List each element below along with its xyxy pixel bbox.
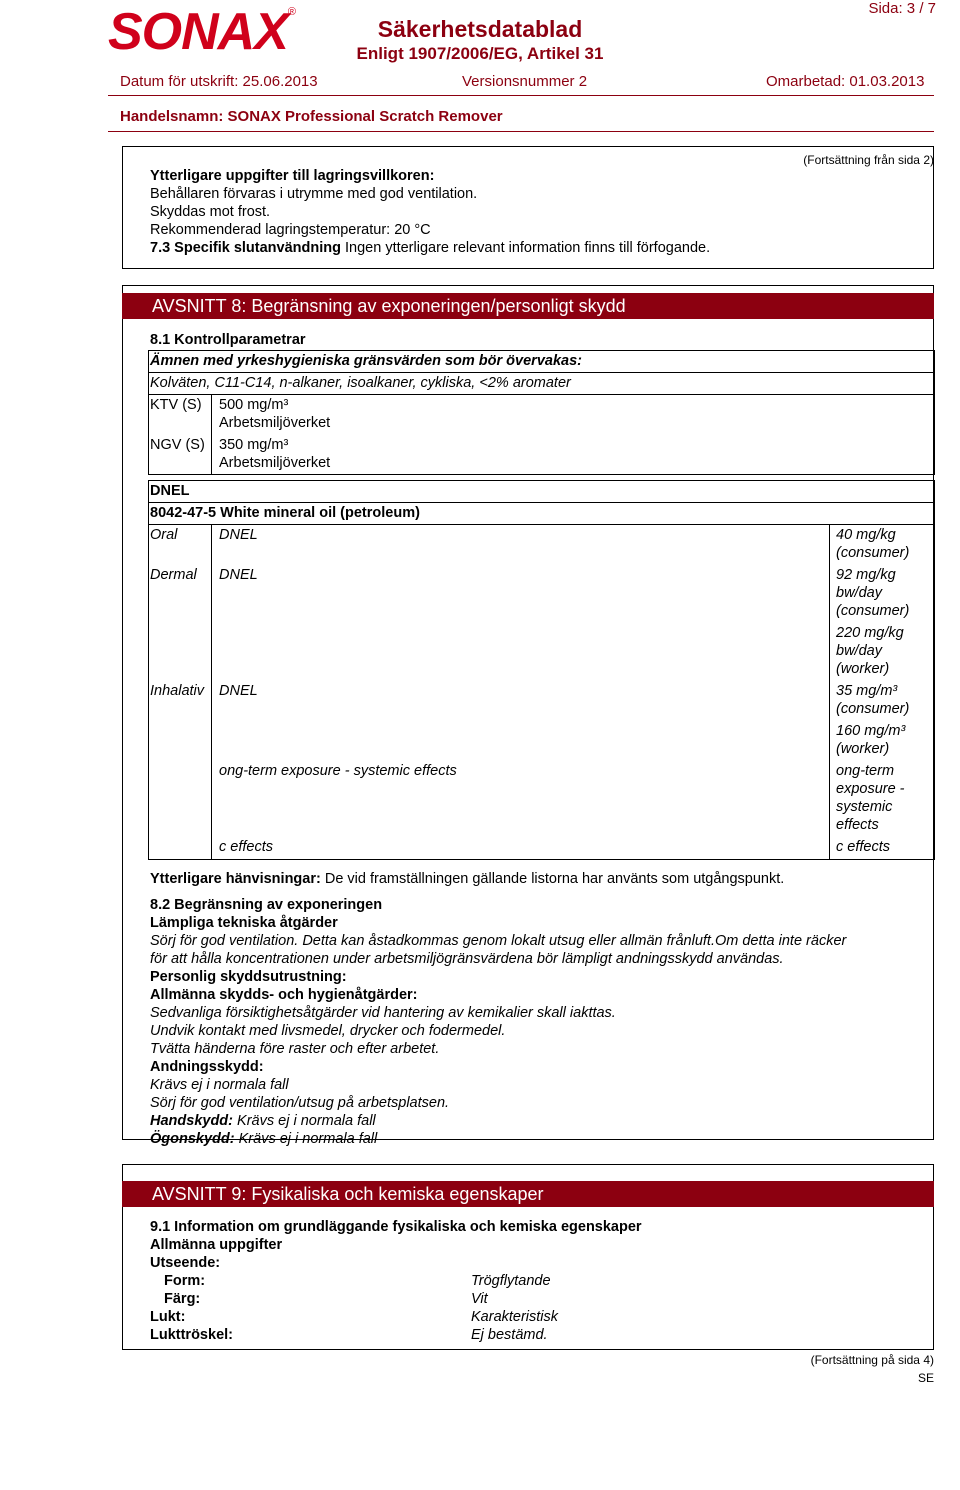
further-references-label: Ytterligare hänvisningar: [150, 871, 321, 887]
hand-protection [150, 1112, 376, 1130]
respiratory-heading: Andningsskydd: [150, 1059, 264, 1075]
appearance-heading: Utseende: [150, 1255, 221, 1271]
document-title: Säkerhetsdatablad [377, 16, 583, 42]
odor-value: Karakteristisk [471, 1309, 559, 1325]
color-label: Färg: [164, 1291, 201, 1307]
document-subtitle: Enligt 1907/2006/EG, Artikel 31 [356, 44, 604, 63]
eye-protection-text: Krävs ej i normala fall [238, 1131, 378, 1147]
version-number: Versionsnummer 2 [462, 73, 588, 90]
form-label: Form: [164, 1273, 206, 1289]
form-value: Trögflytande [471, 1273, 551, 1289]
section-9-title: AVSNITT 9: Fysikaliska och kemiska egenskaper [122, 1181, 934, 1207]
color-value: Vit [471, 1291, 488, 1307]
ngv-source: Arbetsmiljöverket [219, 455, 331, 471]
dnel-value: 220 mg/kg [836, 625, 904, 641]
dnel-value: bw/day [836, 643, 882, 659]
country-code: SE [917, 1371, 934, 1385]
dnel-value: c effects [836, 839, 890, 855]
technical-measures-heading: Lämpliga tekniska åtgärder [150, 915, 338, 931]
header-divider [108, 95, 934, 96]
dnel-value: 92 mg/kg [836, 567, 896, 583]
dnel-type: DNEL [219, 527, 258, 543]
further-references [150, 870, 784, 888]
technical-measures-text: Sörj för god ventilation. Detta kan åstadkommas genom lokalt utsug eller allmän frånluft.Om detta inte räcker [150, 933, 847, 949]
column-divider [211, 524, 212, 860]
storage-heading: Ytterligare uppgifter till lagringsvillkoren: [150, 168, 435, 184]
technical-measures-text: för att hålla koncentrationen under arbetsmiljögränsvärdena bör lämpligt andningsskydd användas. [150, 951, 784, 967]
ngv-value: 350 mg/m³ [219, 437, 289, 453]
dnel-value: effects [836, 817, 879, 833]
hand-protection-text: Krävs ej i normala fall [237, 1113, 376, 1129]
eye-protection [150, 1130, 377, 1148]
dnel-table [148, 502, 935, 860]
registered-mark: ® [287, 6, 297, 18]
column-divider [829, 524, 830, 860]
dnel-route: Dermal [150, 567, 197, 583]
respiratory-text: Krävs ej i normala fall [150, 1077, 289, 1093]
dnel-type: c effects [219, 839, 273, 855]
end-use-label: 7.3 Specifik slutanvändning [150, 240, 341, 256]
substance-name: Kolväten, C11-C14, n-alkaner, isoalkaner, cykliska, <2% aromater [150, 375, 571, 391]
dnel-type: DNEL [219, 567, 258, 583]
ktv-label: KTV (S) [150, 397, 202, 413]
row-divider [148, 394, 935, 395]
dnel-value: (consumer) [836, 545, 910, 561]
limits-heading: Ämnen med yrkeshygieniska gränsvärden som bör övervakas: [150, 353, 582, 369]
control-parameters-heading: 8.1 Kontrollparametrar [150, 332, 306, 348]
hygiene-text: Undvik kontakt med livsmedel, drycker och fodermedel. [150, 1023, 506, 1039]
odor-label: Lukt: [150, 1309, 186, 1325]
general-info-heading: Allmänna uppgifter [150, 1237, 283, 1253]
ngv-label: NGV (S) [150, 437, 205, 453]
dnel-type: ong-term exposure - systemic effects [219, 763, 457, 779]
eye-protection-label: Ögonskydd: [150, 1131, 235, 1147]
row-divider [148, 524, 935, 525]
ktv-value: 500 mg/m³ [219, 397, 289, 413]
dnel-value: systemic [836, 799, 893, 815]
continued-on: (Fortsättning på sida 4) [810, 1353, 934, 1367]
dnel-value: 40 mg/kg [836, 527, 896, 543]
dnel-value: 35 mg/m³ [836, 683, 898, 699]
page-number: Sida: 3 / 7 [868, 0, 936, 17]
hygiene-text: Sedvanliga försiktighetsåtgärder vid hantering av kemikalier skall iakttas. [150, 1005, 616, 1021]
end-use-line [150, 239, 710, 257]
dnel-heading-box [148, 480, 935, 503]
dnel-substance: 8042-47-5 White mineral oil (petroleum) [150, 505, 420, 521]
hygiene-heading: Allmänna skydds- och hygienåtgärder: [150, 987, 418, 1003]
dnel-value: bw/day [836, 585, 882, 601]
ppe-heading: Personlig skyddsutrustning: [150, 969, 347, 985]
dnel-value: (consumer) [836, 701, 910, 717]
dnel-value: 160 mg/m³ [836, 723, 906, 739]
dnel-value: (worker) [836, 661, 890, 677]
odor-threshold-label: Lukttröskel: [150, 1327, 233, 1343]
respiratory-text: Sörj för god ventilation/utsug på arbetsplatsen. [150, 1095, 450, 1111]
dnel-value: exposure - [836, 781, 905, 797]
revised-date: Omarbetad: 01.03.2013 [766, 73, 925, 90]
odor-threshold-value: Ej bestämd. [471, 1327, 548, 1343]
column-divider [211, 394, 212, 475]
section-8-title: AVSNITT 8: Begränsning av exponeringen/personligt skydd [122, 293, 934, 319]
dnel-value: ong-term [836, 763, 895, 779]
further-references-text: De vid framställningen gällande listorna har använts som utgångspunkt. [324, 871, 785, 887]
brand-wordmark: SONAX [108, 3, 288, 61]
dnel-heading: DNEL [150, 483, 190, 499]
end-use-text: Ingen ytterligare relevant information finns till förfogande. [345, 240, 711, 256]
dnel-type: DNEL [219, 683, 258, 699]
ktv-source: Arbetsmiljöverket [219, 415, 331, 431]
continued-from: (Fortsättning från sida 2) [803, 153, 934, 167]
dnel-value: (worker) [836, 741, 890, 757]
print-date: Datum för utskrift: 25.06.2013 [120, 73, 318, 90]
hygiene-text: Tvätta händerna före raster och efter arbetet. [150, 1041, 440, 1057]
dnel-route: Oral [150, 527, 178, 543]
dnel-route: Inhalativ [150, 683, 205, 699]
storage-line: Skyddas mot frost. [150, 204, 271, 220]
storage-line: Behållaren förvaras i utrymme med god ventilation. [150, 186, 478, 202]
storage-line: Rekommenderad lagringstemperatur: 20 °C [150, 222, 431, 238]
dnel-value: (consumer) [836, 603, 910, 619]
trade-name-divider [108, 131, 934, 132]
exposure-limit-heading: 8.2 Begränsning av exponeringen [150, 897, 383, 913]
trade-name: Handelsnamn: SONAX Professional Scratch Remover [120, 108, 503, 125]
properties-heading: 9.1 Information om grundläggande fysikaliska och kemiska egenskaper [150, 1219, 642, 1235]
hand-protection-label: Handskydd: [150, 1113, 233, 1129]
